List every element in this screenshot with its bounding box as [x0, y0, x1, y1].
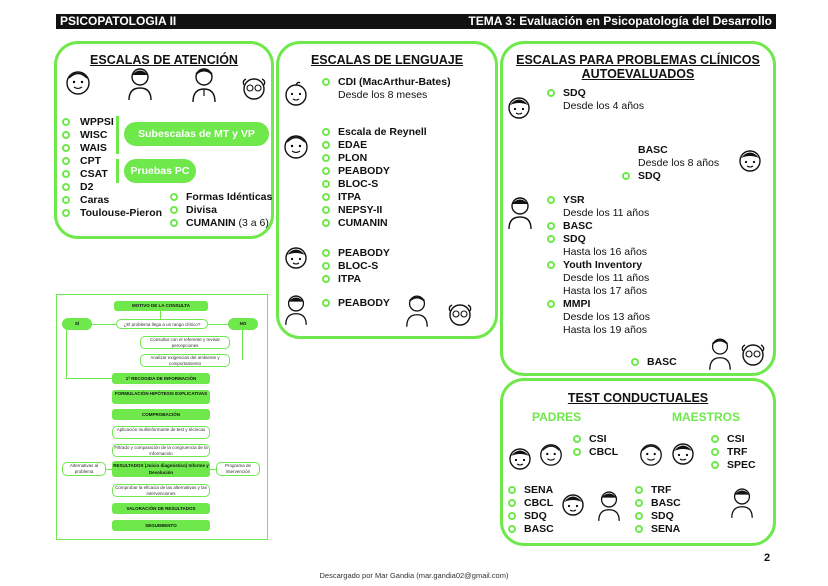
flow-programa: Programa de intervención	[216, 462, 260, 476]
boy-face-icon	[506, 94, 532, 120]
bullet-icon	[711, 461, 719, 469]
pruebas-pc-pill: Pruebas PC	[124, 159, 196, 183]
adult-man-icon	[707, 336, 733, 372]
ysr-label: YSR	[563, 194, 585, 206]
bullet-icon	[322, 193, 330, 201]
clinicos-title-line2: AUTOEVALUADOS	[581, 67, 695, 81]
download-footer: Descargado por Mar Gandia (mar.gandia02@gmail.com)	[319, 571, 509, 580]
bullet-icon	[62, 209, 70, 217]
elderly-face-icon	[739, 342, 767, 368]
boy-icon	[596, 489, 622, 523]
flow-filtrado: Filtrado y comparación de la congruencia de la información	[112, 444, 210, 457]
topic-title: TEMA 3: Evaluación en Psicopatología del Desarrollo	[468, 14, 772, 28]
cdi-label: CDI (MacArthur-Bates)	[338, 76, 451, 88]
flow-comprobacion: COMPROBACIÓN	[112, 409, 210, 420]
baby-face-icon	[64, 68, 92, 96]
baby-face-icon	[638, 440, 664, 468]
list-item: SENA	[524, 484, 554, 496]
list-item: Escala de Reynell	[338, 126, 427, 138]
flow-seguimiento: SEGUIMIENTO	[112, 520, 210, 531]
list-item: CBCL	[589, 446, 619, 458]
list-item: BLOC-S	[338, 260, 379, 272]
bullet-icon	[547, 235, 555, 243]
list-item: CSAT	[80, 168, 108, 180]
mmpi-age: Desde los 13 años	[563, 311, 650, 323]
boy-icon	[126, 66, 154, 102]
bullet-icon	[508, 486, 516, 494]
atencion-title: ESCALAS DE ATENCIÓN	[90, 53, 238, 67]
boy-face-icon	[670, 440, 696, 466]
sdq-label: SDQ	[563, 233, 586, 245]
bullet-icon	[711, 435, 719, 443]
bullet-icon	[322, 219, 330, 227]
flow-line	[66, 378, 114, 379]
bullet-icon	[62, 131, 70, 139]
list-item: ITPA	[338, 273, 362, 285]
sdq-label: SDQ	[563, 87, 586, 99]
bullet-icon	[322, 299, 330, 307]
bullet-icon	[573, 435, 581, 443]
bullet-icon	[322, 128, 330, 136]
flow-valoracion: VALORACIÓN DE RESULTADOS	[112, 503, 210, 514]
list-item: PEABODY	[338, 247, 390, 259]
flow-pregunta: ¿El problema llega a un rango clínico?	[116, 319, 208, 329]
list-item: Divisa	[186, 204, 217, 216]
list-item: WPPSI	[80, 116, 114, 128]
bullet-icon	[170, 193, 178, 201]
bullet-icon	[508, 525, 516, 533]
list-item: SENA	[651, 523, 681, 535]
list-item: Caras	[80, 194, 110, 206]
baby-face-icon	[282, 132, 310, 160]
bullet-icon	[547, 300, 555, 308]
sdq-label: SDQ	[638, 170, 661, 182]
bullet-icon	[170, 219, 178, 227]
bullet-icon	[322, 167, 330, 175]
course-title: PSICOPATOLOGIA II	[60, 14, 177, 28]
bullet-icon	[322, 275, 330, 283]
page-number: 2	[764, 552, 771, 564]
list-item: WISC	[80, 129, 108, 141]
flow-line	[242, 330, 243, 360]
flow-line	[106, 469, 112, 470]
baby-face-icon	[283, 80, 309, 108]
bullet-icon	[62, 170, 70, 178]
boy-icon	[283, 293, 309, 327]
list-item: CSI	[727, 433, 745, 445]
flow-line	[92, 324, 116, 325]
elderly-face-icon	[446, 302, 474, 328]
bullet-icon	[635, 499, 643, 507]
baby-face-icon	[538, 440, 564, 468]
mmpi-label: MMPI	[563, 298, 591, 310]
flow-motivo: MOTIVO DE LA CONSULTA	[114, 301, 208, 311]
page-header	[56, 14, 776, 29]
bullet-icon	[62, 144, 70, 152]
bullet-icon	[62, 157, 70, 165]
boy-face-icon	[560, 491, 586, 517]
flow-aplicacion: Aplicación multiinformante de test y técnicas	[112, 426, 210, 439]
flow-comprobar: Comprobar la eficacia de las alternativas y las intervenciones	[112, 484, 210, 497]
bullet-icon	[322, 180, 330, 188]
bullet-icon	[547, 196, 555, 204]
flow-hipotesis: FORMULACIÓN HIPÓTESIS EXPLICATIVAS	[112, 390, 210, 404]
lenguaje-title: ESCALAS DE LENGUAJE	[310, 53, 464, 67]
flow-resultados: RESULTADOS (Juicio diagnóstico) Informe y Devolución	[113, 463, 209, 475]
list-item: PEABODY	[338, 165, 390, 177]
youth-inventory-age: Desde los 11 años	[563, 272, 650, 284]
bullet-icon	[547, 222, 555, 230]
bullet-icon	[322, 141, 330, 149]
mmpi-age: Hasta los 19 años	[563, 324, 648, 336]
bracket-line	[116, 116, 119, 154]
flow-no: NO	[228, 318, 258, 330]
list-item: SPEC	[727, 459, 756, 471]
sdq-age: Hasta los 16 años	[563, 246, 648, 258]
conductuales-title: TEST CONDUCTUALES	[567, 391, 709, 405]
basc-label: BASC	[638, 144, 668, 156]
list-item: TRF	[727, 446, 748, 458]
maestros-heading: MAESTROS	[672, 410, 741, 424]
list-item: WAIS	[80, 142, 107, 154]
boy-face-icon	[507, 445, 533, 471]
bullet-icon	[322, 154, 330, 162]
bullet-icon	[573, 448, 581, 456]
bullet-icon	[622, 172, 630, 180]
flow-line	[160, 311, 161, 319]
list-item: SDQ	[524, 510, 547, 522]
bullet-icon	[635, 525, 643, 533]
list-item: D2	[80, 181, 94, 193]
flow-line	[208, 324, 228, 325]
bullet-icon	[322, 206, 330, 214]
bracket-line	[116, 159, 119, 183]
list-item: BASC	[651, 497, 681, 509]
bullet-icon	[62, 118, 70, 126]
flow-line	[210, 469, 216, 470]
list-item: CUMANIN (3 a 6)	[186, 217, 269, 229]
list-item: CSI	[589, 433, 607, 445]
bullet-icon	[711, 448, 719, 456]
list-item: PLON	[338, 152, 368, 164]
bullet-icon	[631, 358, 639, 366]
flow-recogida: 1ª RECOGIDA DE INFORMACIÓN	[112, 373, 210, 384]
flow-analizar: Analizar exigencias del ambiente y comportamiento	[140, 354, 230, 367]
clinicos-title-line1: ESCALAS PARA PROBLEMAS CLÍNICOS	[516, 53, 760, 67]
list-item: ITPA	[338, 191, 362, 203]
bullet-icon	[62, 183, 70, 191]
list-item: CBCL	[524, 497, 554, 509]
bullet-icon	[635, 486, 643, 494]
list-item: Formas Idénticas	[186, 191, 273, 203]
flow-consultar: Consultar con el referente y revisar percepciones	[140, 336, 230, 349]
basc-label: BASC	[647, 356, 677, 368]
bullet-icon	[635, 512, 643, 520]
bullet-icon	[508, 499, 516, 507]
subescalas-pill: Subescalas de MT y VP	[124, 122, 269, 146]
adult-man-icon	[404, 293, 430, 329]
flow-line	[66, 330, 67, 378]
youth-inventory-label: Youth Inventory	[563, 259, 643, 271]
list-item: PEABODY	[338, 297, 390, 309]
boy-face-icon	[283, 244, 309, 270]
boy-icon	[506, 195, 534, 231]
youth-inventory-age: Hasta los 17 años	[563, 285, 648, 297]
list-item: CUMANIN	[338, 217, 388, 229]
bullet-icon	[170, 206, 178, 214]
boy-icon	[729, 486, 755, 520]
bullet-icon	[62, 196, 70, 204]
cdi-age: Desde los 8 meses	[338, 89, 428, 101]
bullet-icon	[322, 262, 330, 270]
sdq-age: Desde los 4 años	[563, 100, 645, 112]
boy-face-icon	[737, 147, 763, 173]
padres-heading: PADRES	[532, 410, 582, 424]
list-item: EDAE	[338, 139, 368, 151]
list-item: Toulouse-Pieron	[80, 207, 163, 219]
list-item: CPT	[80, 155, 101, 167]
ysr-age: Desde los 11 años	[563, 207, 650, 219]
bullet-icon	[322, 249, 330, 257]
list-item: TRF	[651, 484, 672, 496]
bullet-icon	[508, 512, 516, 520]
elderly-face-icon	[240, 76, 268, 102]
list-item: NEPSY-II	[338, 204, 383, 216]
basc-age: Desde los 8 años	[638, 157, 720, 169]
list-item: BASC	[524, 523, 554, 535]
list-item: BLOC-S	[338, 178, 379, 190]
list-item: SDQ	[651, 510, 674, 522]
flow-si: SÍ	[62, 318, 92, 330]
bullet-icon	[322, 78, 330, 86]
flow-alternativas: Alternativas al problema	[62, 462, 106, 476]
bullet-icon	[547, 261, 555, 269]
adult-man-icon	[190, 66, 218, 104]
basc-label: BASC	[563, 220, 593, 232]
bullet-icon	[547, 89, 555, 97]
